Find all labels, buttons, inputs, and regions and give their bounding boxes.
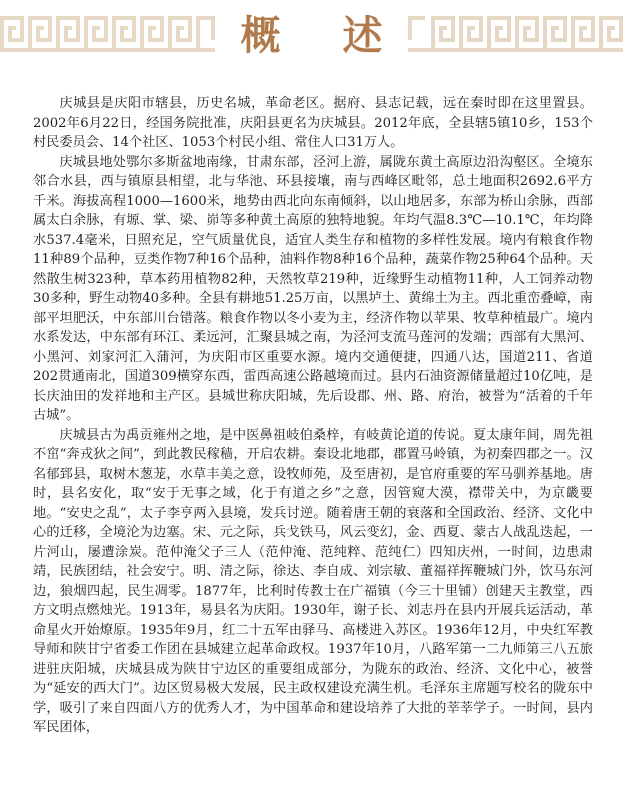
page-title: 概 述 [240,13,407,59]
page-header [0,0,623,72]
paragraph: 庆城县是庆阳市辖县，历史名城，革命老区。据府、县志记载，远在秦时即在这里置县。2002年6月22日，经国务院批准，庆阳县更名为庆城县。2012年底，全县辖5镇10乡，153个村民委员会、14个社区、1053个村民小组、常住人口31万人。 [33,96,593,150]
article-body [33,94,593,738]
paragraph: 庆城县地处鄂尔多斯盆地南缘，甘肃东部，泾河上游，属陇东黄土高原边沿沟壑区。全境东邻合水县，西与镇原县相望，北与华池、环县接壤，南与西峰区毗邻，总土地面积2692.6平方千米。海拔高程1000—1600米，地势由西北向东南倾斜，以山地居多，东部为桥山余脉，西部属太白余脉，有塬、掌、梁、峁等多种黄土高原的独特地貌。年均气温8.3℃—10.1℃，年均降水537.4毫米，日照充足，空气质量优良，适宜人类生存和植物的多样性发展。境内有粮食作物11种89个品种，豆类作物7种16个品种，油料作物8种16个品种，蔬菜作物25种64个品种。天然散生树323种，草本药用植物82种，天然牧草219种，近缘野生动植物11种，人工饲养动物30多种，野生动物40多种。全县有耕地51.25万亩，以黑垆土、黄绵土为主。西北重峦叠嶂，南部平坦肥沃，中东部川台错落。粮食作物以冬小麦为主，经济作物以苹果、牧草种植最广。境内水系发达，中东部有环江、柔远河，汇聚县城之南，为泾河支流马莲河的发端；西部有大黑河、小黑河、刘家河汇入蒲河，为庆阳市区重要水源。境内交通便捷，四通八达，国道211、省道202贯通南北，国道309横穿东西，雷西高速公路越境而过。县内石油资源储量超过10亿吨，是长庆油田的发祥地和主产区。县城世称庆阳城，先后设郡、州、路、府治，被誉为“活着的千年古城”。 [33,154,593,423]
paragraph: 庆城县古为禹贡雍州之地，是中医鼻祖岐伯桑梓，有岐黄论道的传说。夏太康年间，周先祖不窋“奔戎狄之间”，到此教民稼穑，开启农耕。秦设北地郡，郡置马岭镇，为初秦四郡之一。汉名郁郅县，取树木葱茏，水草丰美之意，设牧师苑，及至唐初，是官府重要的军马驯养基地。唐时，县名安化，取“安于无事之域，化于有道之乡”之意，因管窥大漠，襟带关中，为京畿要地。“安史之乱”，太子李亨两入县境，发兵讨逆。随着唐王朝的衰落和全国政治、经济、文化中心的迁移，全境沦为边塞。宋、元之际，兵戈铁马，风云变幻，金、西夏、蒙古人战乱迭起，一片河山，屡遭涂炭。范仲淹父子三人（范仲淹、范纯粹、范纯仁）四知庆州，一时间，边患肃靖，民族团结，社会安宁。明、清之际，徐达、李自成、刘宗敏、董福祥挥鞭城门外，饮马东河边，狼烟四起，民生凋零。1877年，比利时传教士在广福镇（今三十里铺）创建天主教堂，西方文明点燃烛光。1913年，易县名为庆阳。1930年，谢子长、刘志丹在县内开展兵运活动，革命星火开始燎原。1935年9月，红二十五军由驿马、高楼进入苏区。1936年12月，中央红军教导师和陕甘宁省委工作团在县城建立起革命政权。1937年10月，八路军第一二九师第三八五旅进驻庆阳城，庆城县成为陕甘宁边区的重要组成部分，为陇东的政治、经济、文化中心，被誉为“延安的西大门”。边区贸易极大发展，民主政权建设充满生机。毛泽东主席题写校名的陇东中学，吸引了来自四面八方的优秀人才，为中国革命和建设培养了大批的莘莘学子。一时间，县内军民团体， [33,427,593,735]
